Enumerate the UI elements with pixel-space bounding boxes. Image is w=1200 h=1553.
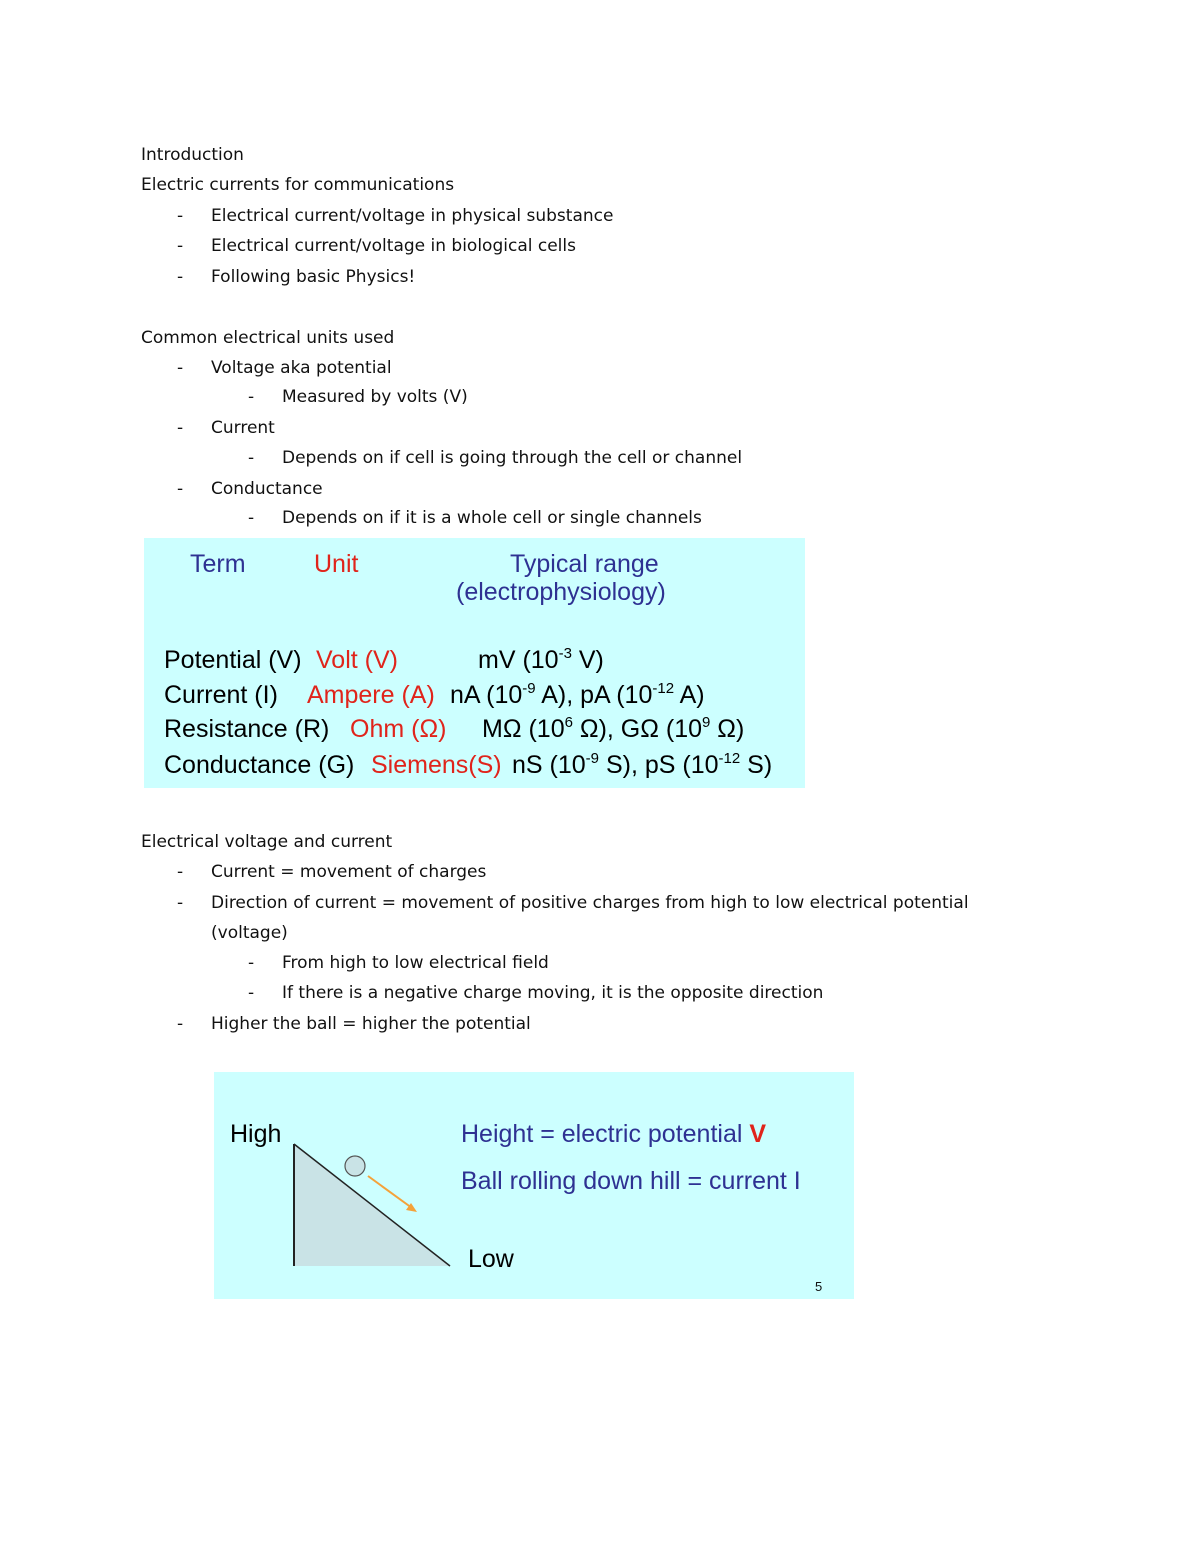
sub-bullet-dash: - — [248, 953, 255, 973]
intro-bullet: Electrical current/voltage in physical substance — [211, 206, 614, 226]
voltage-bullet-continued: (voltage) — [211, 923, 288, 943]
row-unit: Siemens(S) — [371, 751, 502, 779]
bullet-dash: - — [177, 893, 184, 913]
bullet-dash: - — [177, 862, 184, 882]
intro-bullet: Following basic Physics! — [211, 267, 416, 287]
bullet-dash: - — [177, 358, 184, 378]
header-unit: Unit — [314, 550, 359, 578]
voltage-bullet: Direction of current = movement of positive charges from high to low electrical potential — [211, 893, 969, 913]
slide-number: 5 — [815, 1279, 823, 1294]
sub-bullet-dash: - — [248, 983, 255, 1003]
row-term: Conductance (G) — [164, 751, 355, 779]
units-sub-item: Depends on if it is a whole cell or single channels — [282, 508, 702, 528]
low-label: Low — [468, 1245, 514, 1273]
ball — [345, 1156, 365, 1176]
voltage-sub-bullet: From high to low electrical field — [282, 953, 549, 973]
potential-symbol: V — [749, 1120, 767, 1148]
intro-subheading: Electric currents for communications — [141, 175, 455, 195]
bullet-dash: - — [177, 206, 184, 226]
units-heading: Common electrical units used — [141, 328, 395, 348]
row-unit: Ohm (Ω) — [350, 715, 447, 743]
units-sub-item: Measured by volts (V) — [282, 387, 468, 407]
sub-bullet-dash: - — [248, 387, 255, 407]
bullet-dash: - — [177, 236, 184, 256]
bullet-dash: - — [177, 418, 184, 438]
row-range: MΩ ($10^6$ Ω), GΩ ($10^9$ Ω) — [482, 714, 745, 743]
row-unit: Ampere (A) — [307, 681, 435, 709]
header-range-sub: (electrophysiology) — [456, 578, 666, 606]
row-range: nA ($10^{-9}$ A), pA ($10^{-12}$ A) — [450, 680, 705, 709]
bullet-dash: - — [177, 479, 184, 499]
intro-heading: Introduction — [141, 145, 244, 165]
potential-text: Height = electric potential — [461, 1120, 750, 1148]
potential-line — [461, 1119, 766, 1149]
row-unit: Volt (V) — [316, 646, 398, 674]
current-arrow-line — [368, 1176, 412, 1208]
voltage-sub-bullet: If there is a negative charge moving, it is the opposite direction — [282, 983, 824, 1003]
voltage-bullet: Higher the ball = higher the potential — [211, 1014, 531, 1034]
units-item: Voltage aka potential — [211, 358, 392, 378]
units-item: Current — [211, 418, 275, 438]
high-label: High — [230, 1120, 282, 1148]
row-range: mV ($10^{-3}$ V) — [478, 645, 604, 674]
units-table-slide — [144, 538, 805, 788]
row-range: nS ($10^{-9}$ S), pS ($10^{-12}$ S) — [512, 750, 773, 779]
row-term: Potential (V) — [164, 646, 302, 674]
units-sub-item: Depends on if cell is going through the cell or channel — [282, 448, 743, 468]
units-item: Conductance — [211, 479, 323, 499]
voltage-heading: Electrical voltage and current — [141, 832, 393, 852]
potential-hill-slide — [214, 1072, 854, 1299]
row-term: Resistance (R) — [164, 715, 330, 743]
intro-bullet: Electrical current/voltage in biological cells — [211, 236, 576, 256]
voltage-bullet: Current = movement of charges — [211, 862, 487, 882]
row-term: Current (I) — [164, 681, 278, 709]
sub-bullet-dash: - — [248, 508, 255, 528]
bullet-dash: - — [177, 1014, 184, 1034]
sub-bullet-dash: - — [248, 448, 255, 468]
current-line: Ball rolling down hill = current I — [461, 1167, 801, 1195]
header-term: Term — [190, 550, 246, 578]
bullet-dash: - — [177, 267, 184, 287]
header-range: Typical range — [510, 550, 659, 578]
